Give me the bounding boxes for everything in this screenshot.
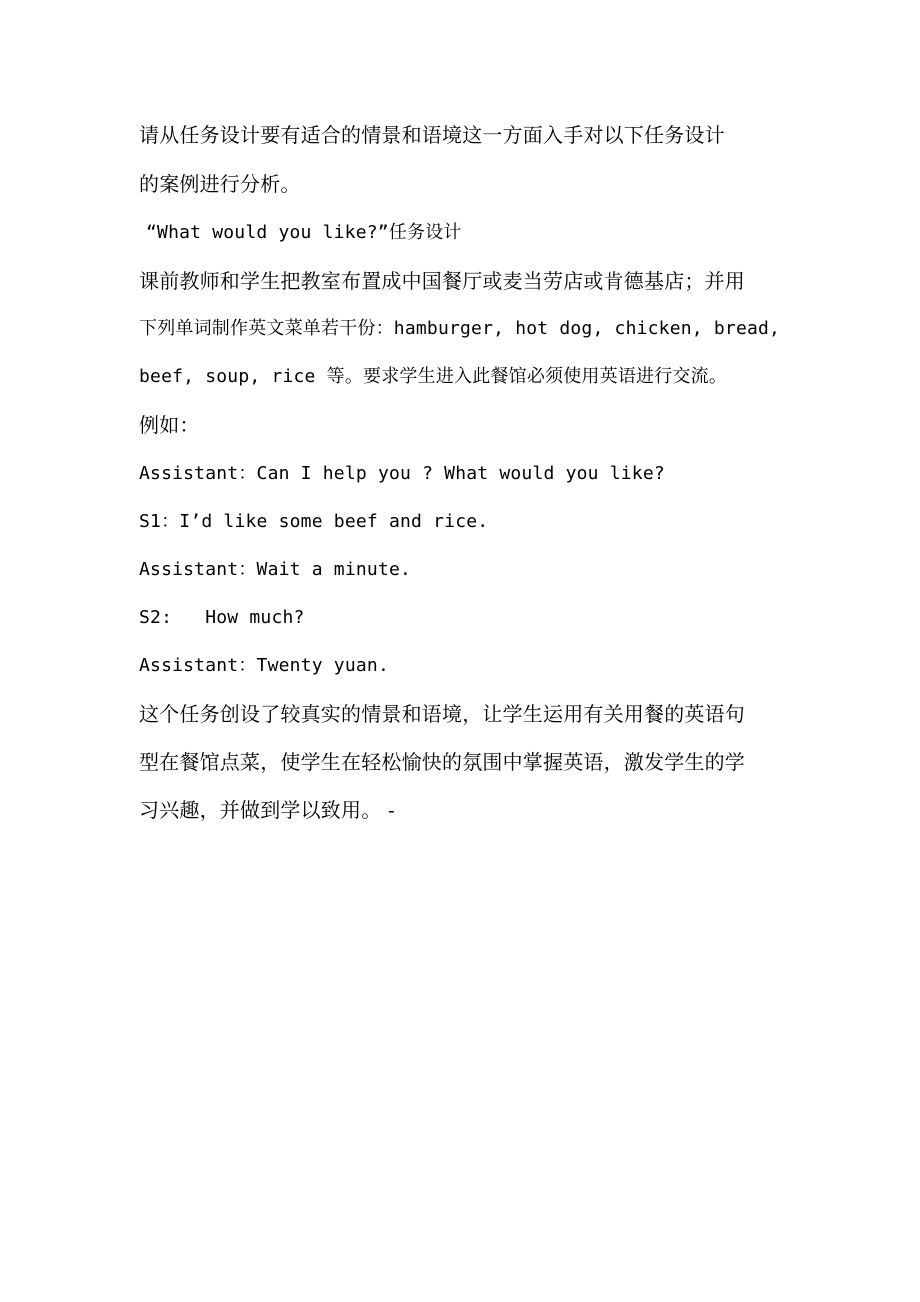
paragraph-line: beef, soup, rice 等。要求学生进入此餐馆必须使用英语进行交流。 [139,366,728,387]
analysis-line: 这个任务创设了较真实的情景和语境，让学生运用有关用餐的英语句 [139,702,745,726]
dialogue-line: S1：I’d like some beef and rice. [139,511,489,532]
task-title: “What would you like?”任务设计 [146,222,462,243]
example-label: 例如： [139,413,200,437]
dialogue-line: Assistant：Wait a minute. [139,559,412,580]
paragraph-line: 课前教师和学生把教室布置成中国餐厅或麦当劳店或肯德基店；并用 [139,269,745,293]
analysis-line: 型在餐馆点菜，使学生在轻松愉快的氛围中掌握英语，激发学生的学 [139,750,745,774]
paragraph-line: 请从任务设计要有适合的情景和语境这一方面入手对以下任务设计 [139,123,725,147]
analysis-line: 习兴趣，并做到学以致用。 - [139,798,395,822]
dialogue-line: S2: How much? [139,607,305,628]
paragraph-line: 下列单词制作英文菜单若干份：hamburger, hot dog, chicken, bread, [139,318,781,339]
dialogue-line: Assistant：Twenty yuan. [139,655,389,676]
paragraph-line: 的案例进行分析。 [139,172,301,196]
dialogue-line: Assistant：Can I help you ? What would you like? [139,463,665,484]
